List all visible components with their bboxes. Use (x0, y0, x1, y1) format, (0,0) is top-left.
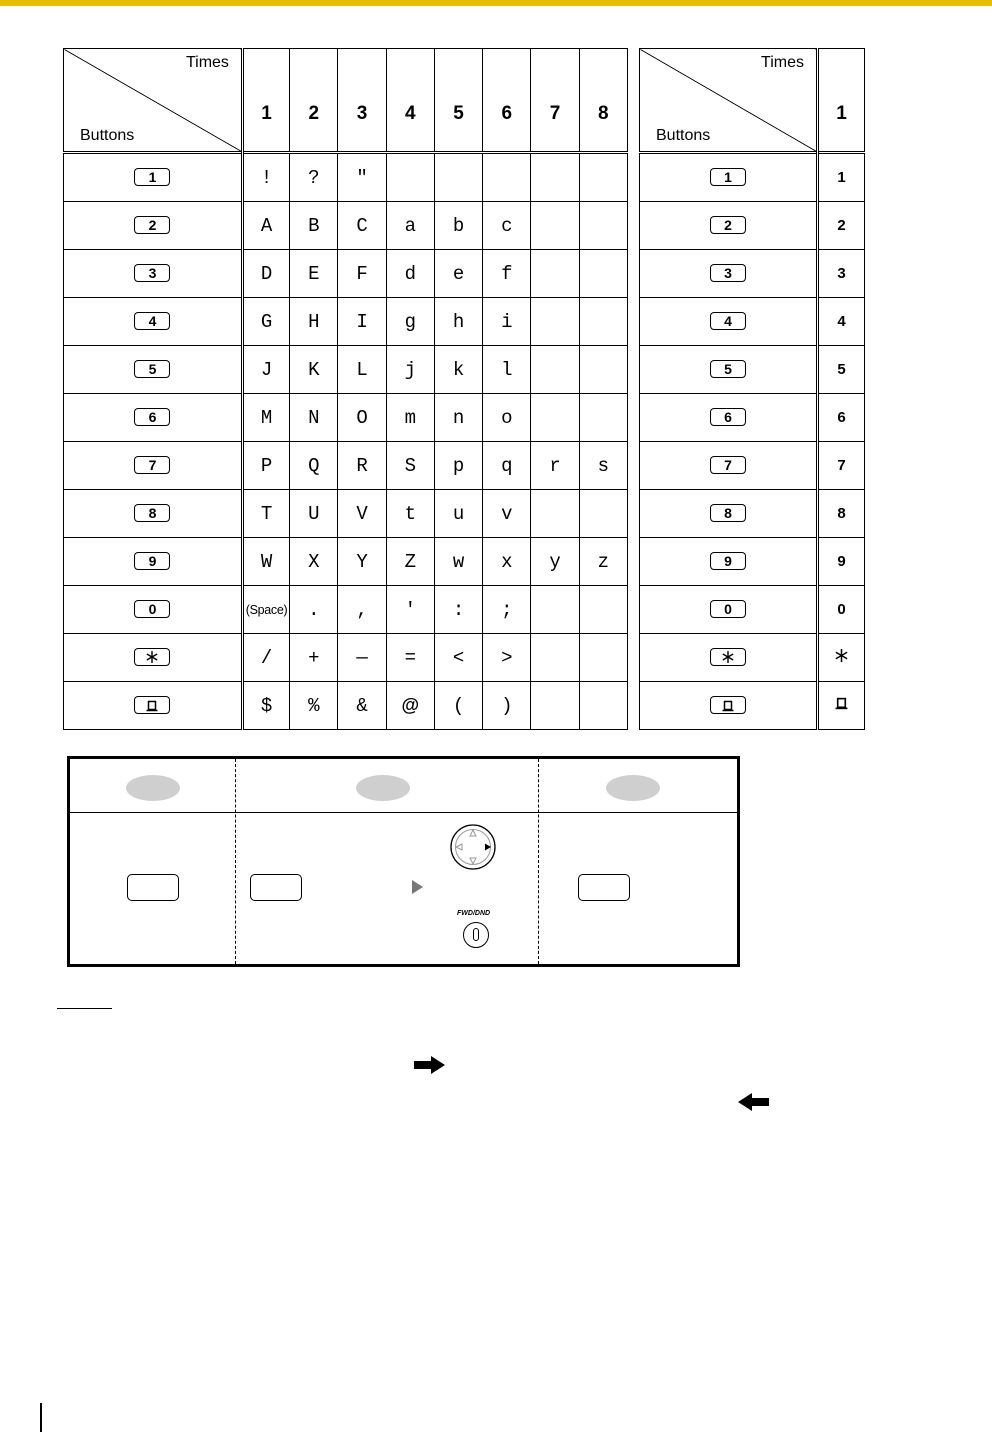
character-cell (483, 682, 531, 730)
char-value: t (404, 502, 417, 525)
character-cell (386, 682, 434, 730)
character-cell (338, 298, 386, 346)
times-column-header: 8 (579, 49, 627, 153)
character-cell (579, 586, 627, 634)
buttons-label: Buttons (80, 127, 135, 144)
char-value: L (356, 358, 368, 381)
table-row (640, 634, 865, 682)
button-cell (64, 586, 243, 634)
table-row (64, 153, 628, 202)
character-cell (818, 634, 865, 682)
char-value: y (549, 550, 561, 573)
char-value: e (452, 262, 465, 285)
character-cell (531, 490, 579, 538)
digit-char: 4 (837, 312, 846, 330)
next-step-arrow-icon (412, 880, 423, 894)
character-cell (818, 298, 865, 346)
digit-entry-table (639, 48, 865, 730)
dial-key: 5 (134, 360, 170, 378)
char-value: D (260, 262, 273, 285)
table-row (640, 442, 865, 490)
char-value: V (356, 502, 368, 525)
char-value: J (260, 358, 273, 381)
dial-key: 2 (710, 216, 746, 234)
character-cell (242, 153, 289, 202)
button-cell (640, 153, 818, 202)
times-column-header: 4 (386, 49, 434, 153)
button-cell (640, 346, 818, 394)
char-value: @ (401, 695, 420, 715)
dial-key: 3 (710, 264, 746, 282)
character-cell (531, 202, 579, 250)
character-cell (434, 490, 482, 538)
character-cell (434, 394, 482, 442)
character-cell (434, 538, 482, 586)
char-value: R (356, 454, 368, 477)
table-row (640, 490, 865, 538)
char-value: / (260, 646, 273, 669)
button-cell (64, 442, 243, 490)
table-row (640, 682, 865, 730)
char-value: s (597, 454, 610, 477)
button-cell (64, 346, 243, 394)
dial-key: 1 (134, 168, 170, 186)
dial-key: 7 (710, 456, 746, 474)
char-value: S (404, 454, 417, 477)
character-cell (338, 250, 386, 298)
character-cell (338, 682, 386, 730)
character-cell (531, 586, 579, 634)
char-value: r (549, 454, 561, 477)
table-row (64, 682, 628, 730)
dial-key: 0 (710, 600, 746, 618)
soft-button (127, 874, 179, 901)
char-value: Q (308, 454, 320, 477)
char-value: G (260, 310, 273, 333)
character-cell (290, 490, 338, 538)
character-cell (386, 298, 434, 346)
table-corner-header (64, 49, 243, 153)
digit-char: 8 (837, 504, 846, 522)
character-cell (818, 250, 865, 298)
table-row (640, 538, 865, 586)
character-cell (483, 346, 531, 394)
button-cell (64, 682, 243, 730)
button-cell (640, 250, 818, 298)
char-value: X (308, 550, 320, 573)
character-cell (579, 346, 627, 394)
header-accent-bar (0, 0, 992, 6)
dial-key: 4 (134, 312, 170, 330)
char-value: m (404, 406, 417, 429)
pause-key-icon (710, 696, 746, 714)
character-cell (242, 298, 289, 346)
button-cell (640, 634, 818, 682)
char-value: B (308, 214, 320, 237)
dial-key: 1 (710, 168, 746, 186)
char-value: d (404, 262, 417, 285)
character-cell (434, 634, 482, 682)
pause-key-icon (134, 696, 170, 714)
character-cell (483, 250, 531, 298)
character-cell (386, 490, 434, 538)
char-value: g (404, 310, 417, 333)
character-cell (242, 394, 289, 442)
char-value: N (308, 406, 320, 429)
character-cell (531, 250, 579, 298)
dial-key: 5 (710, 360, 746, 378)
character-cell (579, 202, 627, 250)
character-cell (531, 346, 579, 394)
fwd-dnd-button-icon (463, 922, 489, 948)
character-cell (242, 586, 289, 634)
character-cell (338, 153, 386, 202)
character-cell (338, 490, 386, 538)
character-cell (290, 538, 338, 586)
char-value: C (356, 214, 368, 237)
character-cell (818, 490, 865, 538)
table-row (64, 538, 628, 586)
character-cell (386, 202, 434, 250)
step-oval (356, 775, 410, 801)
char-value: ( (452, 694, 465, 717)
character-cell (242, 250, 289, 298)
button-cell (640, 538, 818, 586)
note-rule (57, 1008, 112, 1009)
char-value: v (501, 502, 513, 525)
times-column-header: 1 (242, 49, 289, 153)
dial-key: 9 (710, 552, 746, 570)
char-value: $ (260, 694, 273, 717)
character-cell (579, 682, 627, 730)
character-cell (818, 202, 865, 250)
table-row (640, 346, 865, 394)
left-arrow-icon (737, 1093, 769, 1111)
digit-char: 2 (837, 216, 846, 234)
table-row (640, 250, 865, 298)
star-key-icon (710, 648, 746, 666)
char-value: Z (404, 550, 417, 573)
table-row (64, 442, 628, 490)
button-cell (64, 202, 243, 250)
char-value: + (308, 646, 320, 669)
character-cell (579, 634, 627, 682)
character-cell (483, 442, 531, 490)
character-cell (531, 634, 579, 682)
button-cell (64, 153, 243, 202)
character-cell (386, 346, 434, 394)
char-value: a (404, 214, 417, 237)
dial-key: 4 (710, 312, 746, 330)
step-oval (126, 775, 180, 801)
char-value: l (501, 358, 513, 381)
character-cell (483, 394, 531, 442)
character-entry-table (63, 48, 628, 730)
char-value: I (356, 310, 368, 333)
character-cell (338, 538, 386, 586)
character-cell (290, 442, 338, 490)
char-value: . (308, 598, 320, 621)
character-cell (242, 634, 289, 682)
digit-char: 1 (837, 168, 846, 186)
char-value: q (501, 454, 513, 477)
char-value: < (452, 646, 465, 669)
dial-key: 3 (134, 264, 170, 282)
char-value: W (260, 550, 273, 573)
table-row (640, 153, 865, 202)
times-column-header: 2 (290, 49, 338, 153)
character-cell (818, 346, 865, 394)
char-value: x (501, 550, 513, 573)
navigator-key-icon (450, 824, 496, 870)
button-cell (64, 394, 243, 442)
char-value: & (356, 694, 368, 717)
character-cell (579, 250, 627, 298)
character-cell (338, 586, 386, 634)
star-key-icon (134, 648, 170, 666)
digit-char: 3 (837, 264, 846, 282)
char-value: " (356, 166, 368, 189)
button-cell (640, 202, 818, 250)
table-row (64, 586, 628, 634)
table-row (640, 586, 865, 634)
char-value: w (452, 550, 465, 573)
char-value: M (260, 406, 273, 429)
table-row (64, 250, 628, 298)
character-cell (290, 586, 338, 634)
character-cell (290, 202, 338, 250)
soft-button (250, 874, 302, 901)
char-value: n (452, 406, 465, 429)
character-cell (818, 153, 865, 202)
character-cell (290, 634, 338, 682)
character-cell (531, 394, 579, 442)
digit-char: 0 (837, 600, 846, 618)
character-cell (434, 682, 482, 730)
dial-key: 0 (134, 600, 170, 618)
character-cell (290, 250, 338, 298)
character-cell (386, 153, 434, 202)
character-cell (434, 202, 482, 250)
char-value: ! (260, 166, 273, 189)
soft-button (578, 874, 630, 901)
character-cell (579, 538, 627, 586)
char-value: h (452, 310, 465, 333)
star-icon (835, 649, 848, 662)
character-cell (386, 586, 434, 634)
character-cell (579, 442, 627, 490)
character-cell (434, 250, 482, 298)
button-cell (64, 490, 243, 538)
table-corner-header (640, 49, 818, 153)
character-cell (579, 394, 627, 442)
character-cell (531, 442, 579, 490)
digit-char: 6 (837, 408, 846, 426)
character-cell (483, 153, 531, 202)
character-cell (242, 682, 289, 730)
character-cell (242, 202, 289, 250)
digit-char: 7 (837, 456, 846, 474)
dial-key: 7 (134, 456, 170, 474)
char-value: : (452, 598, 465, 621)
table-row (640, 202, 865, 250)
table-row (64, 394, 628, 442)
char-value: F (356, 262, 368, 285)
character-cell (483, 298, 531, 346)
char-value: O (356, 406, 368, 429)
char-value: K (308, 358, 320, 381)
char-value: U (308, 502, 320, 525)
character-cell (434, 442, 482, 490)
table-row (640, 394, 865, 442)
operation-diagram (67, 756, 740, 967)
button-cell (640, 298, 818, 346)
button-cell (640, 442, 818, 490)
character-cell (386, 538, 434, 586)
character-cell (531, 538, 579, 586)
char-value: — (356, 646, 368, 669)
button-cell (640, 394, 818, 442)
char-value: ) (501, 694, 513, 717)
character-cell (818, 538, 865, 586)
right-arrow-icon (414, 1056, 446, 1074)
button-cell (640, 682, 818, 730)
dial-key: 6 (710, 408, 746, 426)
character-cell (242, 490, 289, 538)
char-value: o (501, 406, 513, 429)
char-value: ' (404, 598, 417, 621)
step-oval (606, 775, 660, 801)
table-row (64, 298, 628, 346)
character-cell (290, 682, 338, 730)
character-cell (434, 346, 482, 394)
table-row (64, 490, 628, 538)
character-cell (531, 153, 579, 202)
char-value: u (452, 502, 465, 525)
char-value: , (356, 598, 368, 621)
character-cell (818, 442, 865, 490)
char-value: f (501, 262, 513, 285)
digit-char: 5 (837, 360, 846, 378)
times-label: Times (761, 54, 804, 71)
char-value: z (597, 550, 610, 573)
char-value: = (404, 646, 417, 669)
button-cell (640, 490, 818, 538)
character-cell (338, 634, 386, 682)
character-cell (483, 634, 531, 682)
character-cell (338, 346, 386, 394)
button-cell (640, 586, 818, 634)
character-cell (579, 298, 627, 346)
char-value: b (452, 214, 465, 237)
char-value: P (260, 454, 273, 477)
char-value: E (308, 262, 320, 285)
character-cell (338, 202, 386, 250)
char-value: (Space) (245, 602, 288, 617)
times-label: Times (185, 54, 229, 71)
character-cell (483, 202, 531, 250)
char-value: j (404, 358, 417, 381)
button-cell (64, 634, 243, 682)
page-margin-bar (40, 1403, 42, 1432)
dial-key: 9 (134, 552, 170, 570)
character-cell (579, 153, 627, 202)
button-cell (64, 250, 243, 298)
char-value: i (501, 310, 513, 333)
char-value: c (501, 214, 513, 237)
character-cell (818, 682, 865, 730)
character-cell (818, 586, 865, 634)
table-row (640, 298, 865, 346)
character-cell (818, 394, 865, 442)
character-cell (483, 586, 531, 634)
character-cell (338, 394, 386, 442)
character-cell (579, 490, 627, 538)
character-cell (242, 442, 289, 490)
table-row (64, 202, 628, 250)
character-cell (290, 153, 338, 202)
character-cell (386, 634, 434, 682)
times-column-header: 6 (483, 49, 531, 153)
character-cell (434, 298, 482, 346)
character-cell (290, 394, 338, 442)
times-column-header: 1 (818, 49, 865, 153)
char-value: p (452, 454, 465, 477)
character-cell (386, 394, 434, 442)
character-cell (483, 538, 531, 586)
character-cell (290, 346, 338, 394)
buttons-label: Buttons (656, 127, 711, 144)
times-column-header: 5 (434, 49, 482, 153)
char-value: > (501, 646, 513, 669)
character-cell (386, 442, 434, 490)
character-cell (290, 298, 338, 346)
fwd-dnd-label: FWD/DND (457, 910, 491, 917)
char-value: H (308, 310, 320, 333)
character-cell (242, 538, 289, 586)
char-value: ; (501, 598, 513, 621)
char-value: k (452, 358, 465, 381)
times-column-header: 7 (531, 49, 579, 153)
char-value: T (260, 502, 273, 525)
character-cell (242, 346, 289, 394)
character-cell (386, 250, 434, 298)
char-value: Y (356, 550, 368, 573)
character-cell (434, 153, 482, 202)
character-cell (483, 490, 531, 538)
char-value: A (260, 214, 273, 237)
table-row (64, 634, 628, 682)
digit-char: 9 (837, 552, 846, 570)
table-row (64, 346, 628, 394)
times-column-header: 3 (338, 49, 386, 153)
dial-key: 8 (710, 504, 746, 522)
dial-key: 2 (134, 216, 170, 234)
character-cell (531, 298, 579, 346)
button-cell (64, 298, 243, 346)
dial-key: 6 (134, 408, 170, 426)
dial-key: 8 (134, 504, 170, 522)
pause-icon (835, 697, 848, 710)
character-cell (531, 682, 579, 730)
char-value: ? (308, 166, 320, 189)
character-cell (338, 442, 386, 490)
char-value: % (308, 694, 320, 717)
character-cell (434, 586, 482, 634)
button-cell (64, 538, 243, 586)
